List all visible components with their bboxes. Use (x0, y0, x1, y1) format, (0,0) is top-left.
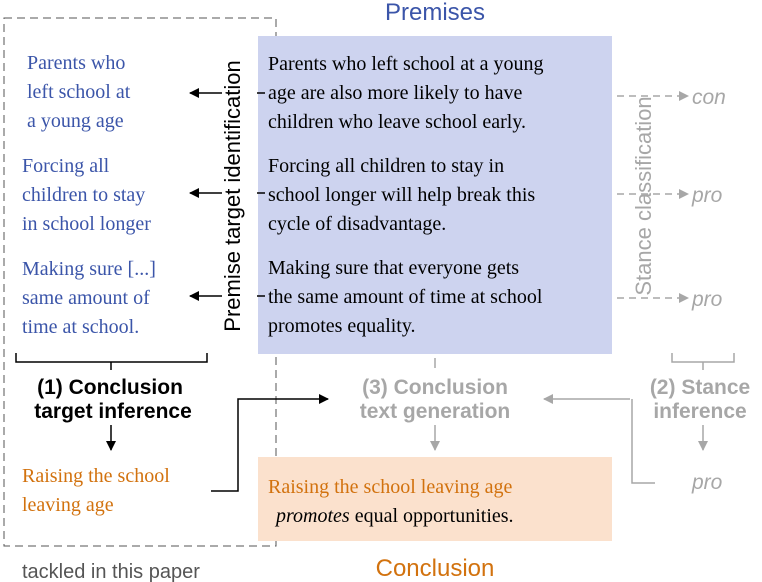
premise-3-line-3: promotes equality. (268, 315, 416, 337)
premise-target-2-line-2: children to stay (22, 184, 146, 206)
premises-title: Premises (384, 0, 486, 26)
premise-1-line-3: children who leave school early. (268, 111, 527, 133)
conclusion-line-2-rest: equal opportunities. (349, 505, 514, 527)
conclusion-line-2 (274, 505, 514, 527)
stance-3: pro (692, 288, 723, 311)
conclusion-box (258, 457, 612, 541)
premise-3-line-1: Making sure that everyone gets (268, 257, 520, 279)
premise-1 (268, 53, 544, 133)
premise-target-3-line-3: time at school. (22, 316, 140, 338)
premise-1-line-1: Parents who left school at a young (268, 53, 544, 75)
conclusion-title: Conclusion (375, 555, 495, 582)
inferred-stance-to-generation-connector (632, 399, 655, 483)
premise-target-3-line-2: same amount of (22, 287, 150, 309)
conclusion-target (22, 465, 170, 516)
stance-classification-label: Stance classification (631, 96, 656, 296)
premise-target-1-line-1: Parents who (27, 52, 126, 74)
premise-target-3-line-1: Making sure [...] (22, 258, 156, 280)
targets-bracket (16, 353, 207, 370)
premise-target-2-line-1: Forcing all (22, 155, 110, 177)
inferred-stance: pro (692, 471, 723, 494)
premise-2-line-2: school longer will help break this (268, 184, 536, 206)
footer-note: tackled in this paper (22, 561, 200, 582)
conclusion-target-line-2: leaving age (22, 494, 114, 516)
conclusion-target-line-1: Raising the school (22, 465, 170, 487)
premise-target-1-line-2: left school at (27, 81, 131, 103)
premise-2-line-3: cycle of disadvantage. (268, 213, 447, 235)
conclusion-stance-word: promotes (276, 505, 350, 527)
premise-target-1-line-3: a young age (27, 110, 124, 132)
stance-inference-label-line-1: (2) Stance (649, 376, 751, 399)
stance-2: pro (692, 184, 723, 207)
premise-3-line-2: the same amount of time at school (268, 286, 543, 308)
stances-bracket (672, 353, 734, 370)
premise-2-line-1: Forcing all children to stay in (268, 155, 505, 177)
premise-target-identification-label: Premise target identification (220, 60, 245, 332)
conclusion-target-inference-label-line-1: (1) Conclusion (37, 376, 183, 399)
premise-target-3 (22, 258, 156, 338)
stance-1: con (692, 86, 726, 109)
premise-target-1 (27, 52, 131, 132)
stance-inference-label-line-2: inference (653, 400, 747, 423)
premise-target-2-line-3: in school longer (22, 213, 151, 235)
conclusion-target-inference-label-line-2: target inference (34, 400, 192, 423)
premise-target-2 (22, 155, 151, 235)
conclusion-text-generation-label-line-1: (3) Conclusion (362, 376, 508, 399)
premise-1-line-2: age are also more likely to have (268, 82, 523, 104)
conclusion-line-1: Raising the school leaving age (268, 476, 513, 498)
conclusion-text-generation-label-line-2: text generation (359, 400, 511, 423)
